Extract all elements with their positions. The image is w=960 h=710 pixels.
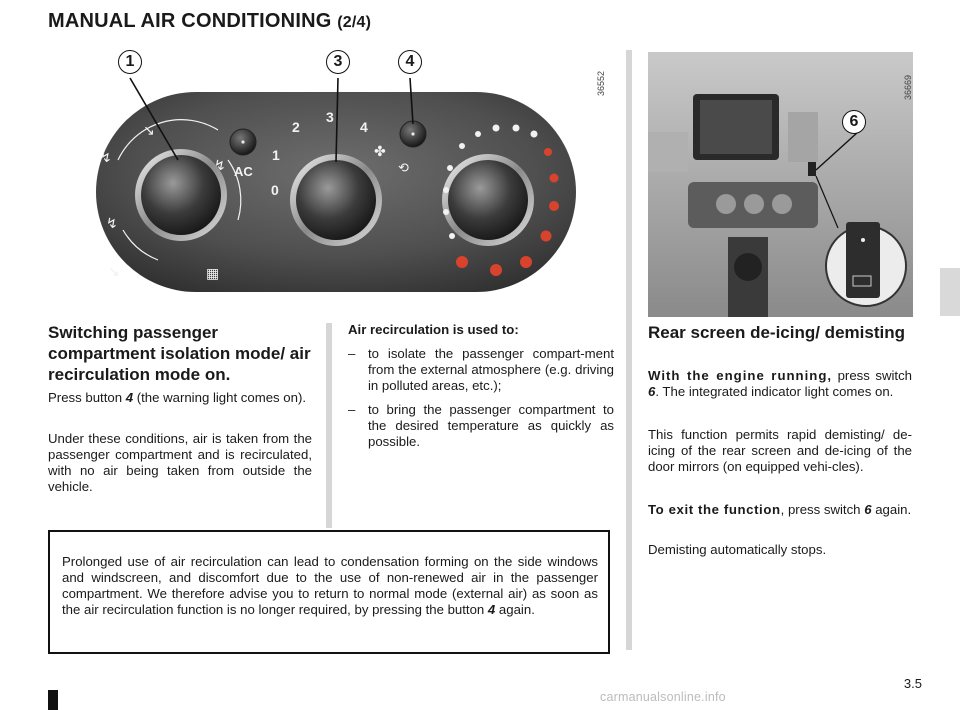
dashboard-figure [648,52,913,317]
text: , press switch [780,502,865,517]
svg-text:↯: ↯ [214,158,226,174]
rear-paragraph-1 [648,368,912,400]
ref-4: 4 [487,602,496,617]
list-item-text: to bring the passenger compartment to the desired temperature as quickly as possible. [368,402,614,449]
callout-1: 1 [118,50,142,74]
svg-text:⟲: ⟲ [398,161,409,176]
list-item-text: to isolate the passenger compart-ment from the external atmosphere (e.g. driving in polluted areas, etc.); [368,346,614,393]
recirculation-paragraph-1 [48,390,312,406]
svg-text:↘: ↘ [108,264,120,280]
rear-paragraph-2: This function permits rapid demisting/ de-icing of the rear screen and de-icing of the door mirrors (on equipped vehi-cles). [648,427,912,474]
svg-text:1: 1 [272,147,280,163]
page-marker [48,690,58,710]
ref-6: 6 [864,502,872,517]
section-heading-rear-screen: Rear screen de-icing/ demisting [648,323,905,342]
ac-label: AC [234,164,253,179]
ref-4: 4 [125,390,134,405]
emphasis: With the engine running, [648,368,833,383]
list-item: – to bring the passenger compartment to the desired temperature as quickly as possible. [348,402,614,449]
svg-text:✤: ✤ [374,144,386,160]
used-list [348,346,614,458]
text: again. [871,502,912,517]
svg-text:↘: ↘ [143,123,155,139]
text: press switch [832,368,913,383]
svg-text:↯: ↯ [106,216,118,232]
callout-6: 6 [842,110,866,134]
column-divider [626,50,632,650]
figure-id-right: 36669 [903,74,913,100]
text: Prolonged use of air recirculation can lead to condensation forming on the side windows and windscreen, and discomfort due to the use of non-renewed air in the passenger compartment. We therefore advise you to return to normal mode (external air) as soon as the air recirculation function is no longer required, by pressing the button [62,554,598,617]
dashboard-illustration [648,52,913,317]
text: (the warning light comes on). [133,390,307,405]
title-sub: (2/4) [337,14,372,31]
text: again. [495,602,535,617]
svg-text:▦: ▦ [206,266,220,282]
callout-3: 3 [326,50,350,74]
middle-divider [326,323,332,528]
callout-4: 4 [398,50,422,74]
control-panel-illustration [48,50,608,318]
title-main: MANUAL AIR CONDITIONING [48,10,332,32]
text: . The integrated indicator light comes on. [655,384,894,399]
control-panel-figure [48,50,608,318]
page-title [48,10,371,33]
rear-paragraph-3 [648,502,912,518]
figure-id: 36552 [596,70,606,96]
page-number: 3.5 [903,676,922,691]
text: Press button [48,390,126,405]
used-lead: Air recirculation is used to: [348,322,519,337]
chapter-tab [940,268,960,316]
warning-box [48,530,610,654]
svg-text:0: 0 [271,182,279,198]
emphasis: To exit the function [648,502,781,517]
svg-text:2: 2 [292,119,300,135]
svg-text:4: 4 [360,119,368,135]
footer-url: carmanualsonline.info [600,690,726,704]
svg-text:3: 3 [326,109,334,125]
rear-paragraph-4: Demisting automatically stops. [648,542,827,557]
svg-text:↯: ↯ [100,150,112,166]
section-heading-recirculation: Switching passenger compartment isolation mode/ air recirculation mode on. [48,323,311,384]
warning-text [62,554,598,618]
ref-6: 6 [648,384,656,399]
list-item: – to isolate the passenger compart-ment from the external atmosphere (e.g. driving in polluted areas, etc.); [348,346,614,393]
recirculation-paragraph-2: Under these conditions, air is taken from the passenger compartment and is recirculated, with no air being taken from outside the vehicle. [48,431,312,494]
